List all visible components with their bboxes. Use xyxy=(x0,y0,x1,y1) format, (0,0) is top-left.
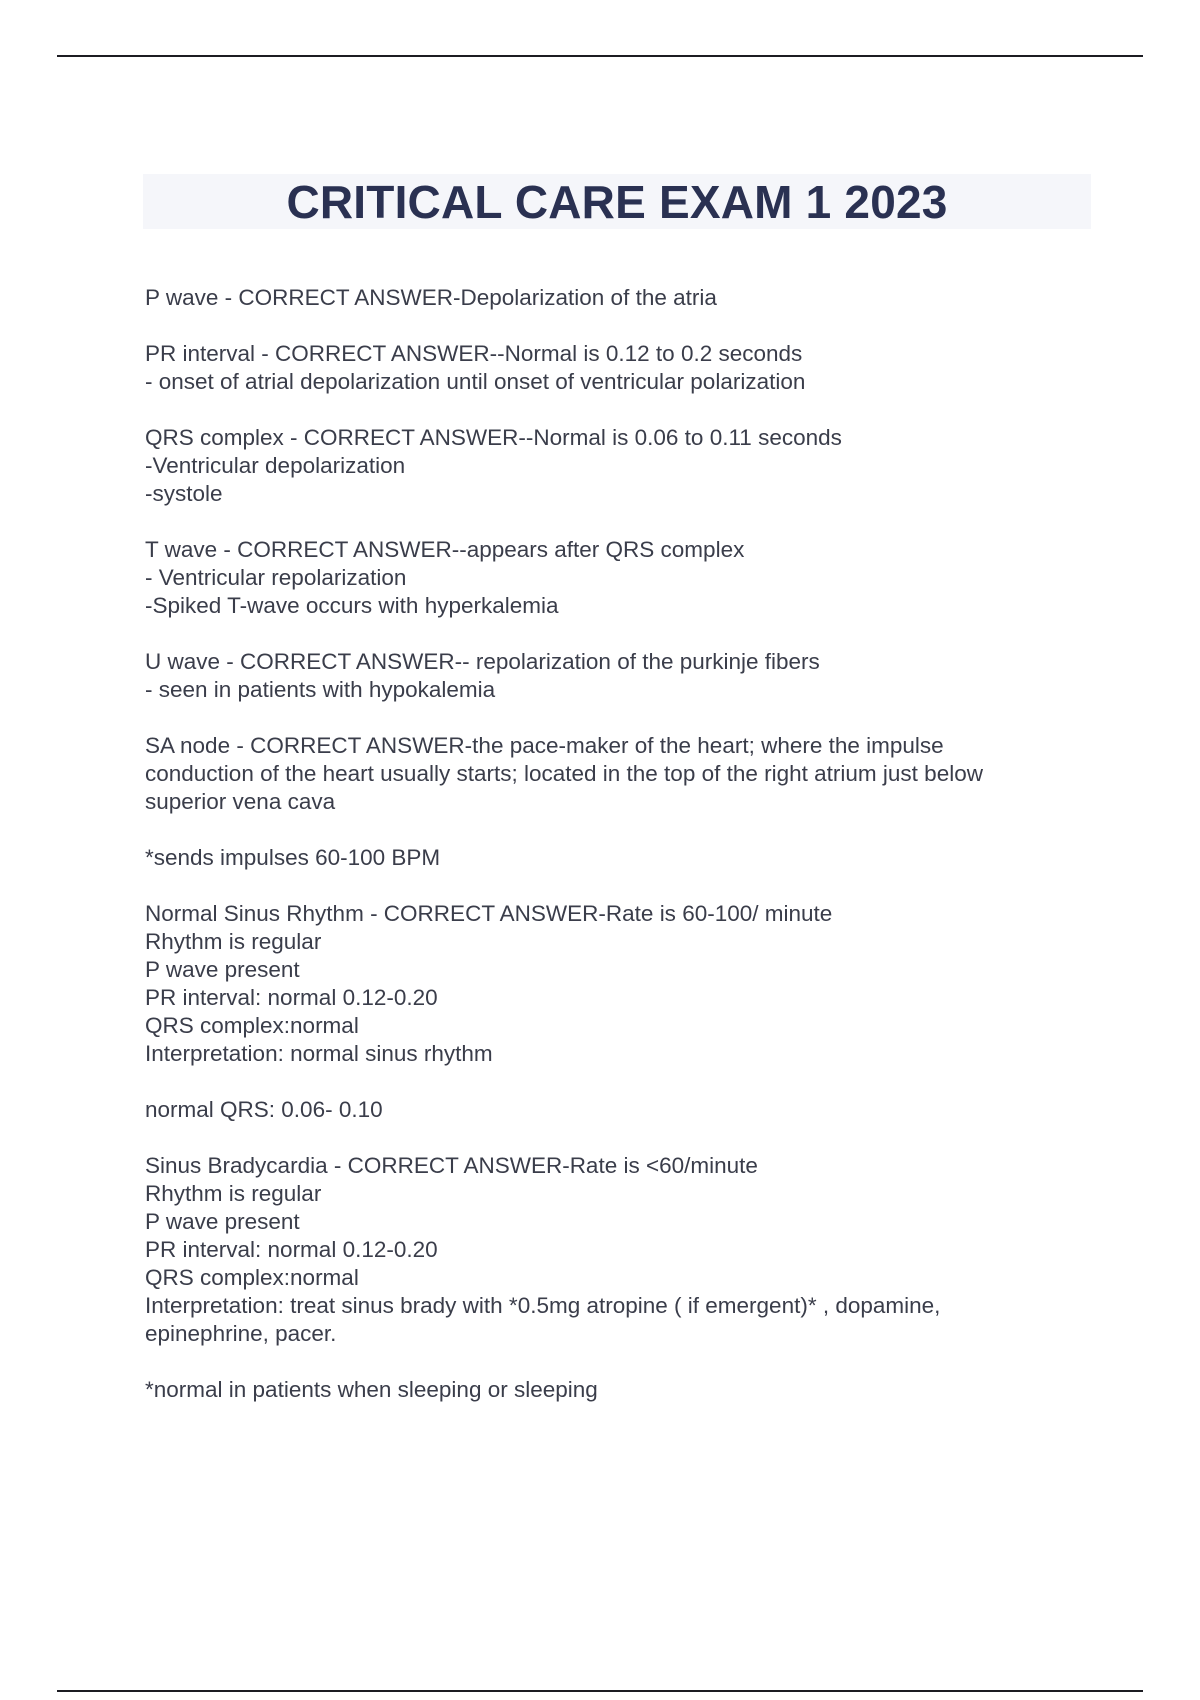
entry-line: superior vena cava xyxy=(145,789,336,814)
entry-line: Interpretation: normal sinus rhythm xyxy=(145,1041,493,1066)
qa-entry xyxy=(145,844,1065,872)
entry-line: QRS complex:normal xyxy=(145,1013,359,1038)
title-band xyxy=(143,174,1091,229)
entry-line: *sends impulses 60-100 BPM xyxy=(145,845,441,870)
document-title: CRITICAL CARE EXAM 1 2023 xyxy=(286,175,948,228)
entry-line: - seen in patients with hypokalemia xyxy=(145,677,496,702)
entry-line: Normal Sinus Rhythm - CORRECT ANSWER-Rate is 60-100/ minute xyxy=(145,901,833,926)
entry-line: normal QRS: 0.06- 0.10 xyxy=(145,1097,383,1122)
entry-line: P wave - CORRECT ANSWER-Depolarization of the atria xyxy=(145,285,717,310)
entry-line: P wave present xyxy=(145,1209,300,1234)
entry-line: PR interval - CORRECT ANSWER--Normal is 0.12 to 0.2 seconds xyxy=(145,341,803,366)
entry-line: -Spiked T-wave occurs with hyperkalemia xyxy=(145,593,559,618)
document-body xyxy=(145,284,1065,1432)
entry-line: Sinus Bradycardia - CORRECT ANSWER-Rate is <60/minute xyxy=(145,1153,758,1178)
entry-line: PR interval: normal 0.12-0.20 xyxy=(145,985,438,1010)
qa-entry xyxy=(145,732,1065,816)
entry-line: T wave - CORRECT ANSWER--appears after QRS complex xyxy=(145,537,745,562)
bottom-rule xyxy=(57,1690,1143,1692)
entry-line: Interpretation: treat sinus brady with *0.5mg atropine ( if emergent)* , dopamine, xyxy=(145,1293,941,1318)
entry-line: epinephrine, pacer. xyxy=(145,1321,337,1346)
entry-line: Rhythm is regular xyxy=(145,1181,322,1206)
entry-line: QRS complex:normal xyxy=(145,1265,359,1290)
entry-line: conduction of the heart usually starts; located in the top of the right atrium just below xyxy=(145,761,983,786)
entry-line: SA node - CORRECT ANSWER-the pace-maker of the heart; where the impulse xyxy=(145,733,944,758)
entry-line: -Ventricular depolarization xyxy=(145,453,406,478)
qa-entry xyxy=(145,340,1065,396)
entry-line: -systole xyxy=(145,481,223,506)
qa-entry xyxy=(145,648,1065,704)
entry-line: P wave present xyxy=(145,957,300,982)
entry-line: Rhythm is regular xyxy=(145,929,322,954)
entry-line: QRS complex - CORRECT ANSWER--Normal is 0.06 to 0.11 seconds xyxy=(145,425,842,450)
qa-entry xyxy=(145,536,1065,620)
qa-entry xyxy=(145,1096,1065,1124)
entry-line: *normal in patients when sleeping or sleeping xyxy=(145,1377,598,1402)
qa-entry xyxy=(145,1376,1065,1404)
qa-entry xyxy=(145,1152,1065,1348)
qa-entry xyxy=(145,900,1065,1068)
entry-line: - onset of atrial depolarization until onset of ventricular polarization xyxy=(145,369,806,394)
entry-line: PR interval: normal 0.12-0.20 xyxy=(145,1237,438,1262)
entry-line: U wave - CORRECT ANSWER-- repolarization of the purkinje fibers xyxy=(145,649,820,674)
entry-line: - Ventricular repolarization xyxy=(145,565,407,590)
qa-entry xyxy=(145,424,1065,508)
qa-entry xyxy=(145,284,1065,312)
top-rule xyxy=(57,55,1143,57)
